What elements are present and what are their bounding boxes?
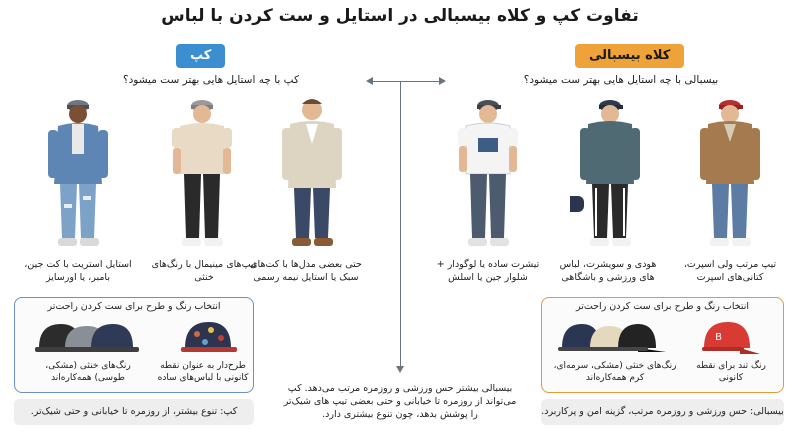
baseball-figure-caption-2: هودی و سویشرت، لباس های ورزشی و باشگاهی <box>559 259 657 283</box>
baseball-figure-caption-1: تیشرت ساده یا لوگودار + شلوار جین یا اسلش <box>436 259 540 283</box>
cap-color-panel <box>14 297 254 393</box>
baseball-hoodie-figure <box>570 92 650 252</box>
baseball-neutral-caption: رنگ‌های خنثی (مشکی، سرمه‌ای، کرم همه‌کاره‌اند <box>553 361 677 383</box>
page-title: تفاوت کپ و کلاه بیسبالی در استایل و ست کردن با لباس <box>161 6 639 26</box>
baseball-tshirt-figure <box>448 92 528 252</box>
baseball-smart-sport-figure <box>690 92 770 252</box>
cap-patterned-caption: طرح‌دار به عنوان نقطه کانونی با لباس‌های ساده <box>157 361 249 383</box>
horizontal-divider <box>370 81 442 82</box>
baseball-question: بیسبالی با چه استایل هایی بهتر ست میشود؟ <box>523 74 719 86</box>
baseball-summary: بیسبالی: حس ورزشی و روزمره مرتب، گزینه امن و پرکاربرد. <box>541 399 784 425</box>
arrow-down-icon <box>396 366 404 373</box>
cap-streetwear-figure <box>38 92 118 252</box>
red-baseball-cap-icon <box>700 318 760 358</box>
arrow-right-icon <box>439 77 446 85</box>
comparison-note: بیسبالی بیشتر حس ورزشی و روزمره مرتب می‌دهد. کپ می‌تواند از روزمره تا خیابانی و حتی بعضی تیپ های شیک‌تر را پوشش بدهد، چون تنوع بیشتری دارد. <box>283 383 517 420</box>
cap-figure-caption-2: تیپ‌های مینیمال با رنگ‌های خنثی <box>151 259 257 283</box>
baseball-bold-caption: رنگ تند برای نقطه کانونی <box>696 361 766 383</box>
cap-summary: کپ: تنوع بیشتر، از روزمره تا خیابانی و حتی شیک‌تر. <box>14 399 254 425</box>
cap-figure-caption-3: حتی بعضی مدل‌ها با کت‌های سبک یا استایل نیمه رسمی <box>250 259 362 283</box>
baseball-panel-title: انتخاب رنگ و طرح برای ست کردن راحت‌تر <box>575 301 750 312</box>
cap-badge: کپ <box>176 44 225 68</box>
baseball-figure-caption-3: تیپ مرتب ولی اسپرت، کتانی‌های اسپرت <box>683 259 777 283</box>
arrow-left-icon <box>366 77 373 85</box>
cap-panel-title: انتخاب رنگ و طرح برای ست کردن راحت‌تر <box>47 301 221 312</box>
neutral-baseball-caps-icon <box>558 318 668 358</box>
cap-minimal-figure <box>162 92 242 252</box>
baseball-color-panel <box>541 297 784 393</box>
cap-figure-caption-1: استایل استریت با کت جین، بامبر، یا اورسایز <box>24 259 132 283</box>
cap-neutral-caption: رنگ‌های خنثی (مشکی، طوسی) همه‌کاره‌اند <box>45 361 131 383</box>
cap-smart-figure <box>272 92 352 252</box>
baseball-badge: کلاه بیسبالی <box>575 44 684 68</box>
svg-text:B: B <box>715 332 722 343</box>
vertical-divider <box>400 81 401 369</box>
patterned-cap-icon <box>181 318 237 358</box>
cap-question: کپ با چه استایل هایی بهتر ست میشود؟ <box>123 74 299 86</box>
neutral-caps-icon <box>35 318 139 358</box>
